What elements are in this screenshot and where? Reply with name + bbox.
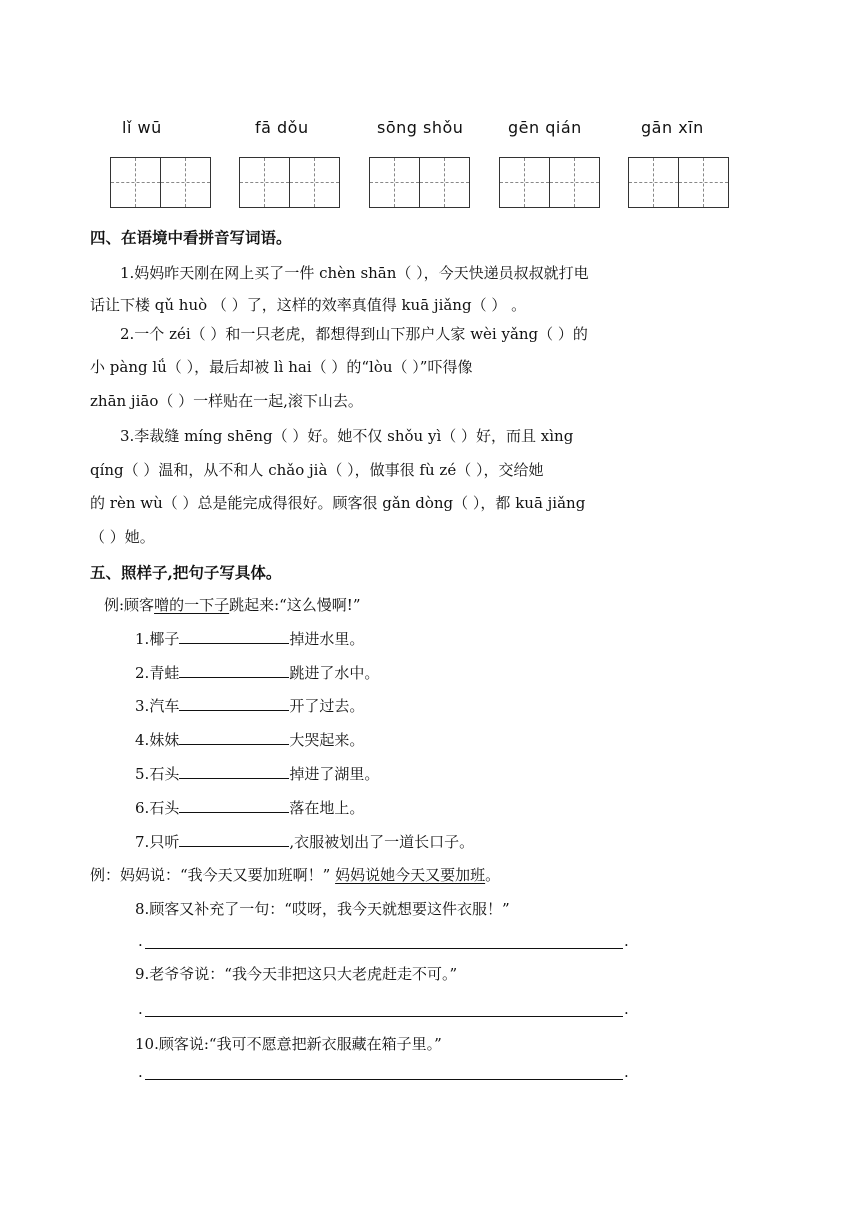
fill-item-5 (135, 763, 379, 784)
example-1-underlined: 噌的一下子 (154, 596, 230, 614)
answer-start-dot: . (138, 932, 143, 950)
item-num: 5. (135, 765, 150, 783)
writing-grid-5[interactable] (628, 157, 729, 208)
item-start: 汽车 (149, 697, 180, 715)
blank-line[interactable] (179, 629, 289, 644)
item-num: 3. (135, 697, 150, 715)
blank-line[interactable] (179, 798, 289, 813)
section4-line-4: 小 pàng lǘ（ ），最后却被 lì hai（ ）的“lòu（ ）”吓得像 (90, 358, 473, 376)
rewrite-prompt-10: 10.顾客说:“我可不愿意把新衣服藏在箱子里。” (135, 1035, 442, 1053)
example-2-prefix: 例：妈妈说：“我今天又要加班啊！” (90, 866, 336, 884)
answer-start-dot: . (138, 1000, 143, 1018)
item-start: 石头 (149, 765, 180, 783)
item-start: 青蛙 (149, 664, 180, 682)
section4-line-9: （ ）她。 (90, 528, 155, 546)
item-start: 石头 (149, 799, 180, 817)
item-end: 掉进水里。 (289, 630, 365, 648)
section4-line-1: 1.妈妈昨天刚在网上买了一件 chèn shān（ ），今天快递员叔叔就打电 (120, 264, 589, 282)
item-end: ,衣服被划出了一道长口子。 (289, 833, 475, 851)
section4-line-8: 的 rèn wù（ ）总是能完成得很好。顾客很 gǎn dòng（ ），都 kuā jiǎng (90, 494, 586, 512)
fill-item-2 (135, 662, 379, 683)
answer-line-8[interactable] (145, 948, 623, 949)
grid-cell[interactable] (499, 157, 550, 208)
pinyin-label-5: gān xīn (641, 118, 704, 137)
section4-line-6: 3.李裁缝 míng shēng（ ）好。她不仅 shǒu yì（ ）好，而且 xìng (120, 427, 574, 445)
item-end: 大哭起来。 (289, 731, 365, 749)
example-2-underlined: 妈妈说她今天又要加班 (335, 866, 486, 884)
grid-cell[interactable] (239, 157, 290, 208)
section4-line-2: 话让下楼 qǔ huò （ ）了，这样的效率真值得 kuā jiǎng（ ） 。 (90, 296, 527, 314)
rewrite-prompt-8: 8.顾客又补充了一句：“哎呀，我今天就想要这件衣服！” (135, 900, 510, 918)
pinyin-label-4: gēn qián (508, 118, 582, 137)
section5-title: 五、照样子,把句子写具体。 (90, 563, 282, 582)
item-num: 2. (135, 664, 150, 682)
section4-line-7: qíng（ ）温和，从不和人 chǎo jià（ ），做事很 fù zé（ ），交给她 (90, 461, 544, 479)
item-end: 开了过去。 (289, 697, 365, 715)
writing-grid-2[interactable] (239, 157, 340, 208)
example-1-prefix: 例:顾客 (104, 596, 155, 614)
pinyin-label-1: lǐ wū (122, 118, 162, 137)
section4-title: 四、在语境中看拼音写词语。 (90, 228, 292, 247)
grid-cell[interactable] (419, 157, 470, 208)
blank-line[interactable] (179, 832, 289, 847)
answer-start-dot: . (138, 1063, 143, 1081)
example-1 (104, 594, 361, 615)
grid-cell[interactable] (110, 157, 161, 208)
fill-item-6 (135, 797, 364, 818)
example-2-suffix: 。 (485, 866, 501, 884)
writing-grid-3[interactable] (369, 157, 470, 208)
grid-cell[interactable] (678, 157, 729, 208)
section4-line-3: 2.一个 zéi（ ）和一只老虎，都想得到山下那户人家 wèi yǎng（ ）的 (120, 325, 588, 343)
item-end: 跳进了水中。 (289, 664, 380, 682)
writing-grid-1[interactable] (110, 157, 211, 208)
grid-cell[interactable] (369, 157, 420, 208)
fill-item-3 (135, 695, 364, 716)
fill-item-1 (135, 628, 364, 649)
item-start: 妹妹 (149, 731, 180, 749)
item-end: 掉进了湖里。 (289, 765, 380, 783)
answer-end-dot: . (624, 1063, 629, 1081)
blank-line[interactable] (179, 663, 289, 678)
item-num: 4. (135, 731, 150, 749)
answer-end-dot: . (624, 932, 629, 950)
grid-cell[interactable] (549, 157, 600, 208)
grid-cell[interactable] (628, 157, 679, 208)
item-num: 1. (135, 630, 150, 648)
pinyin-label-3: sōng shǒu (377, 118, 464, 137)
answer-end-dot: . (624, 1000, 629, 1018)
fill-item-4 (135, 729, 364, 750)
pinyin-label-2: fā dǒu (255, 118, 309, 137)
blank-line[interactable] (179, 696, 289, 711)
section4-line-5: zhān jiāo（ ）一样贴在一起,滚下山去。 (90, 392, 363, 410)
grid-cell[interactable] (289, 157, 340, 208)
item-start: 椰子 (149, 630, 180, 648)
item-num: 6. (135, 799, 150, 817)
rewrite-prompt-9: 9.老爷爷说：“我今天非把这只大老虎赶走不可。” (135, 965, 458, 983)
blank-line[interactable] (179, 764, 289, 779)
answer-line-9[interactable] (145, 1016, 623, 1017)
fill-item-7 (135, 831, 474, 852)
item-end: 落在地上。 (289, 799, 365, 817)
example-2 (90, 864, 500, 885)
writing-grid-4[interactable] (499, 157, 600, 208)
grid-cell[interactable] (160, 157, 211, 208)
blank-line[interactable] (179, 730, 289, 745)
answer-line-10[interactable] (145, 1079, 623, 1080)
item-start: 只听 (149, 833, 180, 851)
item-num: 7. (135, 833, 150, 851)
example-1-suffix: 跳起来:“这么慢啊!” (229, 596, 361, 614)
